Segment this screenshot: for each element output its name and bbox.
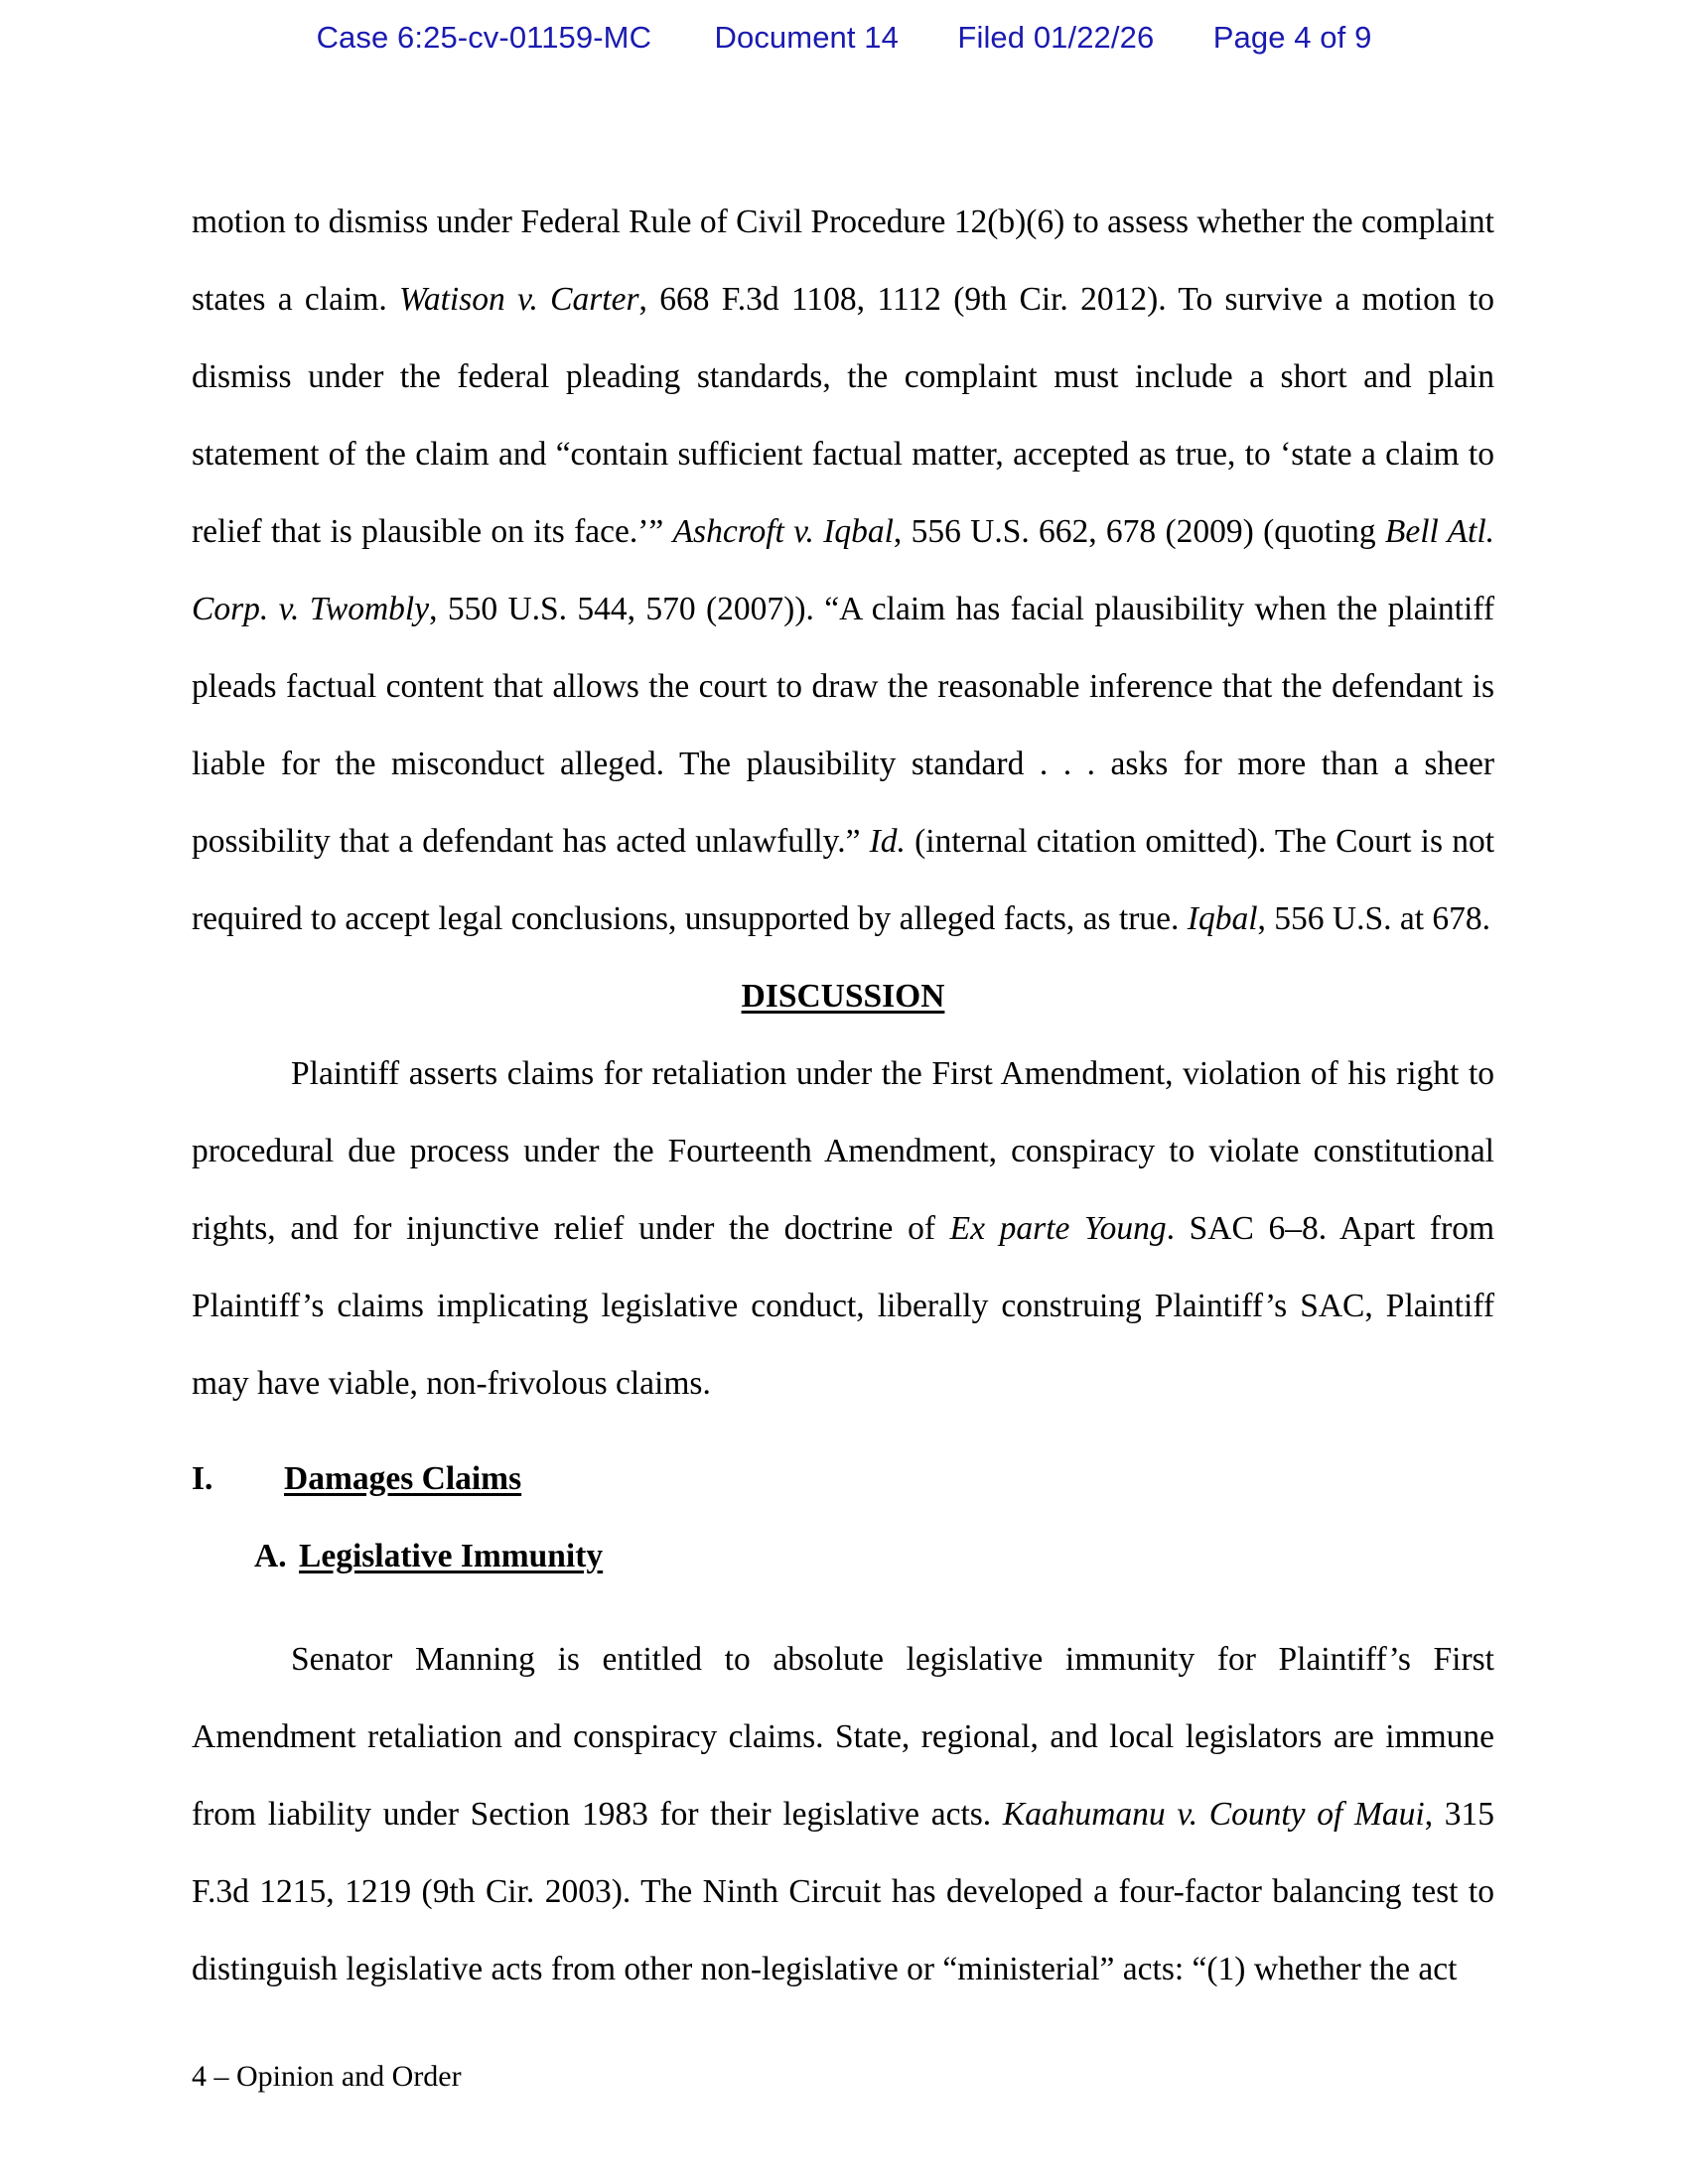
text-run: , 668 F.3d 1108, 1112 (9th Cir. 2012). To survive a motion to dismiss under the federal pleading standards, the complaint must include a short and plain statement of the claim and “contain sufficient factual matter, accepted as true, to ‘state a claim to relief that is plausible on its face.’” <box>192 281 1494 550</box>
text-run: , 315 F.3d 1215, 1219 (9th Cir. 2003). The Ninth Circuit has developed a four-factor balancing test to distinguish legislative acts from other non-legislative or “ministerial” acts: “(1) whether the act <box>192 1796 1494 1987</box>
page-footer: 4 – Opinion and Order <box>192 2060 462 2093</box>
paragraph-legislative-immunity <box>192 1621 1494 2008</box>
heading-number: A. <box>254 1538 287 1574</box>
case-citation-iqbal-short: Iqbal <box>1187 900 1258 937</box>
case-citation-ex-parte-young: Ex parte Young <box>949 1210 1167 1247</box>
case-citation-watison: Watison v. Carter <box>399 281 639 318</box>
header-case-number: Case 6:25-cv-01159-MC <box>316 20 652 55</box>
text-run: Plaintiff asserts claims for retaliation under the First Amendment, violation of his right to procedural due process under the Fourteenth Amendment, conspiracy to violate constitutional rights, and for injunctive relief under the doctrine of <box>192 1055 1494 1247</box>
section-heading-label: DISCUSSION <box>741 978 945 1015</box>
heading-legislative-immunity <box>254 1518 1494 1595</box>
heading-label: Damages Claims <box>284 1460 522 1497</box>
text-run: , 556 U.S. at 678. <box>1257 900 1491 937</box>
paragraph-legal-standard <box>192 184 1494 958</box>
paragraph-claims-summary <box>192 1035 1494 1423</box>
ecf-header-stamp <box>0 20 1688 56</box>
case-citation-id: Id. <box>869 823 906 860</box>
case-citation-iqbal: Ashcroft v. Iqbal <box>672 513 894 550</box>
text-run: , 550 U.S. 544, 570 (2007)). “A claim has facial plausibility when the plaintiff pleads factual content that allows the court to draw the reasonable inference that the defendant is liable for the misconduct alleged. The plausibility standard . . . asks for more than a sheer possibility that a defendant has acted unlawfully.” <box>192 591 1494 860</box>
document-body <box>192 184 1494 2008</box>
section-heading-discussion <box>192 958 1494 1035</box>
text-run: . SAC 6–8. Apart from Plaintiff’s claims implicating legislative conduct, liberally construing Plaintiff’s SAC, Plaintiff may have viable, non-frivolous claims. <box>192 1210 1495 1402</box>
header-page-number: Page 4 of 9 <box>1212 20 1372 55</box>
text-run: (internal citation omitted). The Court is not required to accept legal conclusions, unsupported by alleged facts, as true. <box>192 823 1494 937</box>
text-run: motion to dismiss under Federal Rule of Civil Procedure 12(b)(6) to assess whether the complaint states a claim. <box>192 204 1494 318</box>
text-run: Senator Manning is entitled to absolute legislative immunity for Plaintiff’s First Amendment retaliation and conspiracy claims. State, regional, and local legislators are immune from liability under Section 1983 for their legislative acts. <box>192 1641 1494 1833</box>
heading-number: I. <box>192 1460 213 1497</box>
layout-spacer <box>192 1423 1494 1440</box>
case-citation-kaahumanu: Kaahumanu v. County of Maui <box>1002 1796 1425 1833</box>
header-filed-date: Filed 01/22/26 <box>957 20 1155 55</box>
header-document-number: Document 14 <box>714 20 899 55</box>
case-citation-twombly: Bell Atl. Corp. v. Twombly <box>192 513 1494 627</box>
heading-damages-claims <box>192 1440 1494 1518</box>
heading-label: Legislative Immunity <box>299 1538 604 1574</box>
text-run: , 556 U.S. 662, 678 (2009) (quoting <box>893 513 1385 550</box>
layout-spacer <box>192 1595 1494 1621</box>
